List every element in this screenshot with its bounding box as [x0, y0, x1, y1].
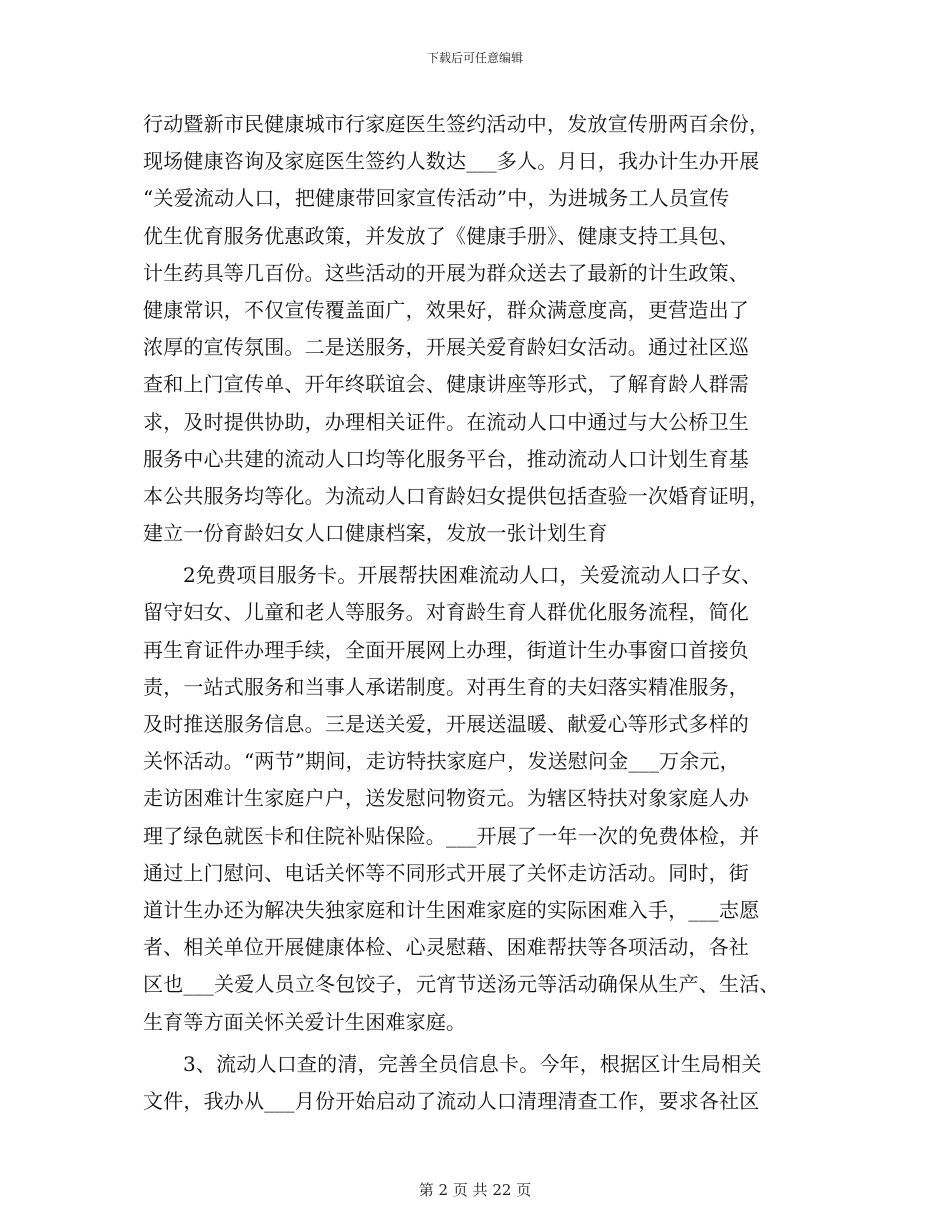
text-line: 求，及时提供协助，办理相关证件。在流动人口中通过与大公桥卫生 [143, 409, 749, 434]
text-line: 生育等方面关怀关爱计生困难家庭。 [143, 1009, 467, 1034]
text-line: 建立一份育龄妇女人口健康档案，发放一张计划生育 [143, 521, 608, 546]
text-line: 道计生办还为解决失独家庭和计生困难家庭的实际困难入手，___志愿 [143, 897, 760, 922]
page-number: 第 2 页 共 22 页 [418, 1181, 532, 1199]
text-line: 行动暨新市民健康城市行家庭医生签约活动中，发放宣传册两百余份， [143, 112, 770, 136]
text-line: 走访困难计生家庭户户，送发慰问物资元。为辖区特扶对象家庭人办 [143, 786, 749, 811]
text-line: 区也___关爱人员立冬包饺子，元宵节送汤元等活动确保从生产、生活、 [143, 972, 780, 997]
text-line: 服务中心共建的流动人口均等化服务平台，推动流动人口计划生育基 [143, 446, 749, 471]
text-line: 关怀活动。“两节”期间，走访特扶家庭户，发送慰问金___万余元， [143, 749, 740, 774]
paragraph-start-line: 2免费项目服务卡。开展帮扶困难流动人口，关爱流动人口子女、 [183, 563, 762, 588]
text-line: 文件，我办从___月份开始启动了流动人口清理清查工作，要求各社区 [143, 1088, 760, 1113]
text-line: 计生药具等几百份。这些活动的开展为群众送去了最新的计生政策、 [143, 260, 749, 285]
text-line: 查和上门宣传单、开年终联谊会、健康讲座等形式，了解育龄人群需 [143, 372, 749, 397]
text-line: 及时推送服务信息。三是送关爱，开展送温暖、献爱心等形式多样的 [143, 712, 749, 736]
text-line: 优生优育服务优惠政策，并发放了《健康手册》、健康支持工具包、 [143, 223, 739, 248]
text-line: 现场健康咨询及家庭医生签约人数达___多人。月日，我办计生办开展 [143, 149, 760, 174]
text-line: 理了绿色就医卡和住院补贴保险。___开展了一年一次的免费体检，并 [143, 823, 760, 848]
paragraph-start-line: 3、流动人口查的清，完善全员信息卡。今年，根据区计生局相关 [183, 1051, 762, 1076]
text-line: 者、相关单位开展健康体检、心灵慰藉、困难帮扶等各项活动，各社 [143, 935, 749, 960]
page-header-note: 下载后可任意编辑 [426, 51, 523, 65]
text-line: “关爱流动人口，把健康带回家宣传活动”中，为进城务工人员宣传 [143, 186, 730, 211]
text-line: 再生育证件办理手续，全面开展网上办理，街道计生办事窗口首接负 [143, 637, 749, 662]
text-line: 本公共服务均等化。为流动人口育龄妇女提供包括查验一次婚育证明， [143, 483, 770, 508]
text-line: 责，一站式服务和当事人承诺制度。对再生育的夫妇落实精准服务， [143, 674, 749, 699]
document-body [143, 106, 823, 1120]
text-line: 通过上门慰问、电话关怀等不同形式开展了关怀走访活动。同时，街 [143, 860, 749, 885]
text-line: 健康常识，不仅宣传覆盖面广，效果好，群众满意度高，更营造出了 [143, 297, 749, 322]
text-line: 留守妇女、儿童和老人等服务。对育龄生育人群优化服务流程，简化 [143, 600, 749, 625]
text-line: 浓厚的宣传氛围。二是送服务，开展关爱育龄妇女活动。通过社区巡 [143, 335, 749, 360]
